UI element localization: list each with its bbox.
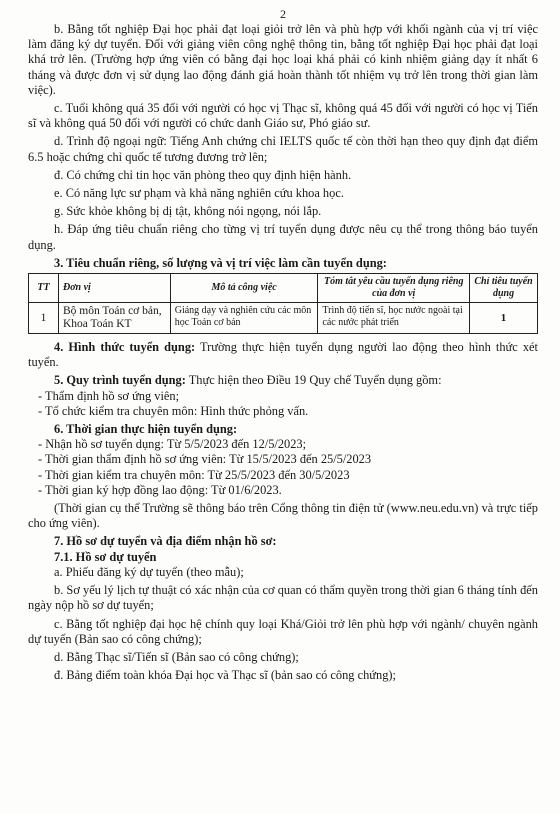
section-4: [28, 340, 538, 370]
section-6-item: - Thời gian kiểm tra chuyên môn: Từ 25/5/2023 đến 30/5/2023: [38, 467, 350, 482]
paragraph-criteria-d: d. Trình độ ngoại ngữ: Tiếng Anh chứng chỉ IELTS quốc tế còn thời hạn theo quy định đạt điểm 6.5 hoặc chứng chỉ quốc tế tương đương trở lên;: [28, 134, 538, 164]
table-header-tt: TT: [29, 274, 59, 303]
section-7-item: d. Bằng Thạc sĩ/Tiến sĩ (Bản sao có công chứng);: [54, 649, 299, 664]
paragraph-criteria-h: h. Đáp ứng tiêu chuẩn riêng cho từng vị trí tuyển dụng được nêu cụ thể trong thông báo tuyển dụng.: [28, 222, 538, 252]
table-cell-unit: Bộ môn Toán cơ bản, Khoa Toán KT: [58, 303, 170, 334]
section-7-label: 7. Hồ sơ dự tuyển và địa điểm nhận hồ sơ:: [54, 534, 277, 549]
section-6-note: (Thời gian cụ thể Trường sẽ thông báo trên Cổng thông tin điện tử (www.neu.edu.vn) và trực tiếp cho ứng viên).: [28, 501, 538, 531]
section-6-label: 6. Thời gian thực hiện tuyển dụng:: [54, 422, 238, 437]
table-cell-job-description: Giảng dạy và nghiên cứu các môn học Toán cơ bản: [170, 303, 318, 334]
section-3-title: 3. Tiêu chuẩn riêng, số lượng và vị trí việc làm cần tuyển dụng:: [54, 255, 387, 270]
section-4-label: 4. Hình thức tuyển dụng:: [54, 340, 196, 355]
section-4-text: Trường thực hiện tuyển dụng người lao động theo hình thức xét tuyển.: [28, 340, 538, 370]
page-number: 2: [280, 7, 286, 21]
section-5-text: Thực hiện theo Điều 19 Quy chế Tuyển dụng gồm:: [185, 373, 442, 388]
section-7-item: đ. Bảng điểm toàn khóa Đại học và Thạc sĩ (bản sao có công chứng);: [54, 668, 396, 683]
table-cell-requirements: Trình độ tiến sĩ, học nước ngoài tại các nước phát triển: [318, 303, 470, 334]
paragraph-criteria-g: g. Sức khỏe không bị dị tật, không nói ngọng, nói lắp.: [54, 204, 322, 219]
table-header-unit: Đơn vị: [58, 274, 170, 303]
section-5-item: - Thẩm định hồ sơ ứng viên;: [38, 388, 180, 403]
paragraph-criteria-b: b. Bằng tốt nghiệp Đại học phải đạt loại giỏi trở lên và phù hợp với khối ngành của vị trí việc làm đăng ký dự tuyển. Đối với giảng viên công nghệ thông tin, bằng tốt nghiệp Đại học phải đạt loại khá trở lên. (Trường hợp ứng viên có bằng đại học loại khá phải có kinh nhiệm giảng dạy ít nhất 6 tháng và được đơn vị sử dụng lao động đánh giá hoàn thành tốt nhiệm vụ trở lên trong thời gian làm việc).: [28, 22, 538, 97]
recruitment-table: [28, 273, 538, 334]
table-header-job-description: Mô tả công việc: [170, 274, 318, 303]
table-header-requirements: Tóm tắt yêu cầu tuyển dụng riêng của đơn vị: [318, 274, 470, 303]
section-5-item: - Tổ chức kiểm tra chuyên môn: Hình thức phỏng vấn.: [38, 403, 309, 418]
section-7-item: c. Bằng tốt nghiệp đại học hệ chính quy loại Khá/Giỏi trở lên phù hợp với ngành/ chuyên ngành dự tuyển (Bản sao có công chứng);: [28, 616, 538, 646]
section-5: [28, 373, 538, 388]
paragraph-criteria-e: e. Có năng lực sư phạm và khả năng nghiên cứu khoa học.: [54, 186, 344, 201]
section-5-label: 5. Quy trình tuyển dụng:: [54, 373, 186, 388]
section-6-item: - Thời gian ký hợp đồng lao động: Từ 01/6/2023.: [38, 482, 282, 497]
document-page: [28, 6, 538, 683]
section-6-item: - Nhận hồ sơ tuyển dụng: Từ 5/5/2023 đến 12/5/2023;: [38, 437, 307, 452]
section-7-item: b. Sơ yếu lý lịch tự thuật có xác nhận của cơ quan có thẩm quyền trong thời gian 6 tháng tính đến ngày nộp hồ sơ dự tuyển;: [28, 583, 538, 613]
section-6-item: - Thời gian thẩm định hồ sơ ứng viên: Từ 15/5/2023 đến 25/5/2023: [38, 452, 372, 467]
paragraph-criteria-c: c. Tuổi không quá 35 đối với người có học vị Thạc sĩ, không quá 45 đối với người có học vị Tiến sĩ và không quá 50 đối với người có chức danh Giáo sư, Phó giáo sư.: [28, 101, 538, 131]
section-7-item: a. Phiếu đăng ký dự tuyển (theo mẫu);: [54, 564, 244, 579]
section-7-1-label: 7.1. Hồ sơ dự tuyển: [54, 549, 157, 564]
table-cell-quota: 1: [470, 303, 538, 334]
table-cell-tt: 1: [29, 303, 59, 334]
table-header-quota: Chỉ tiêu tuyển dụng: [470, 274, 538, 303]
paragraph-criteria-dd: đ. Có chứng chỉ tin học văn phòng theo quy định hiện hành.: [54, 167, 352, 182]
table-header-row: [29, 274, 538, 303]
table-row: [29, 303, 538, 334]
